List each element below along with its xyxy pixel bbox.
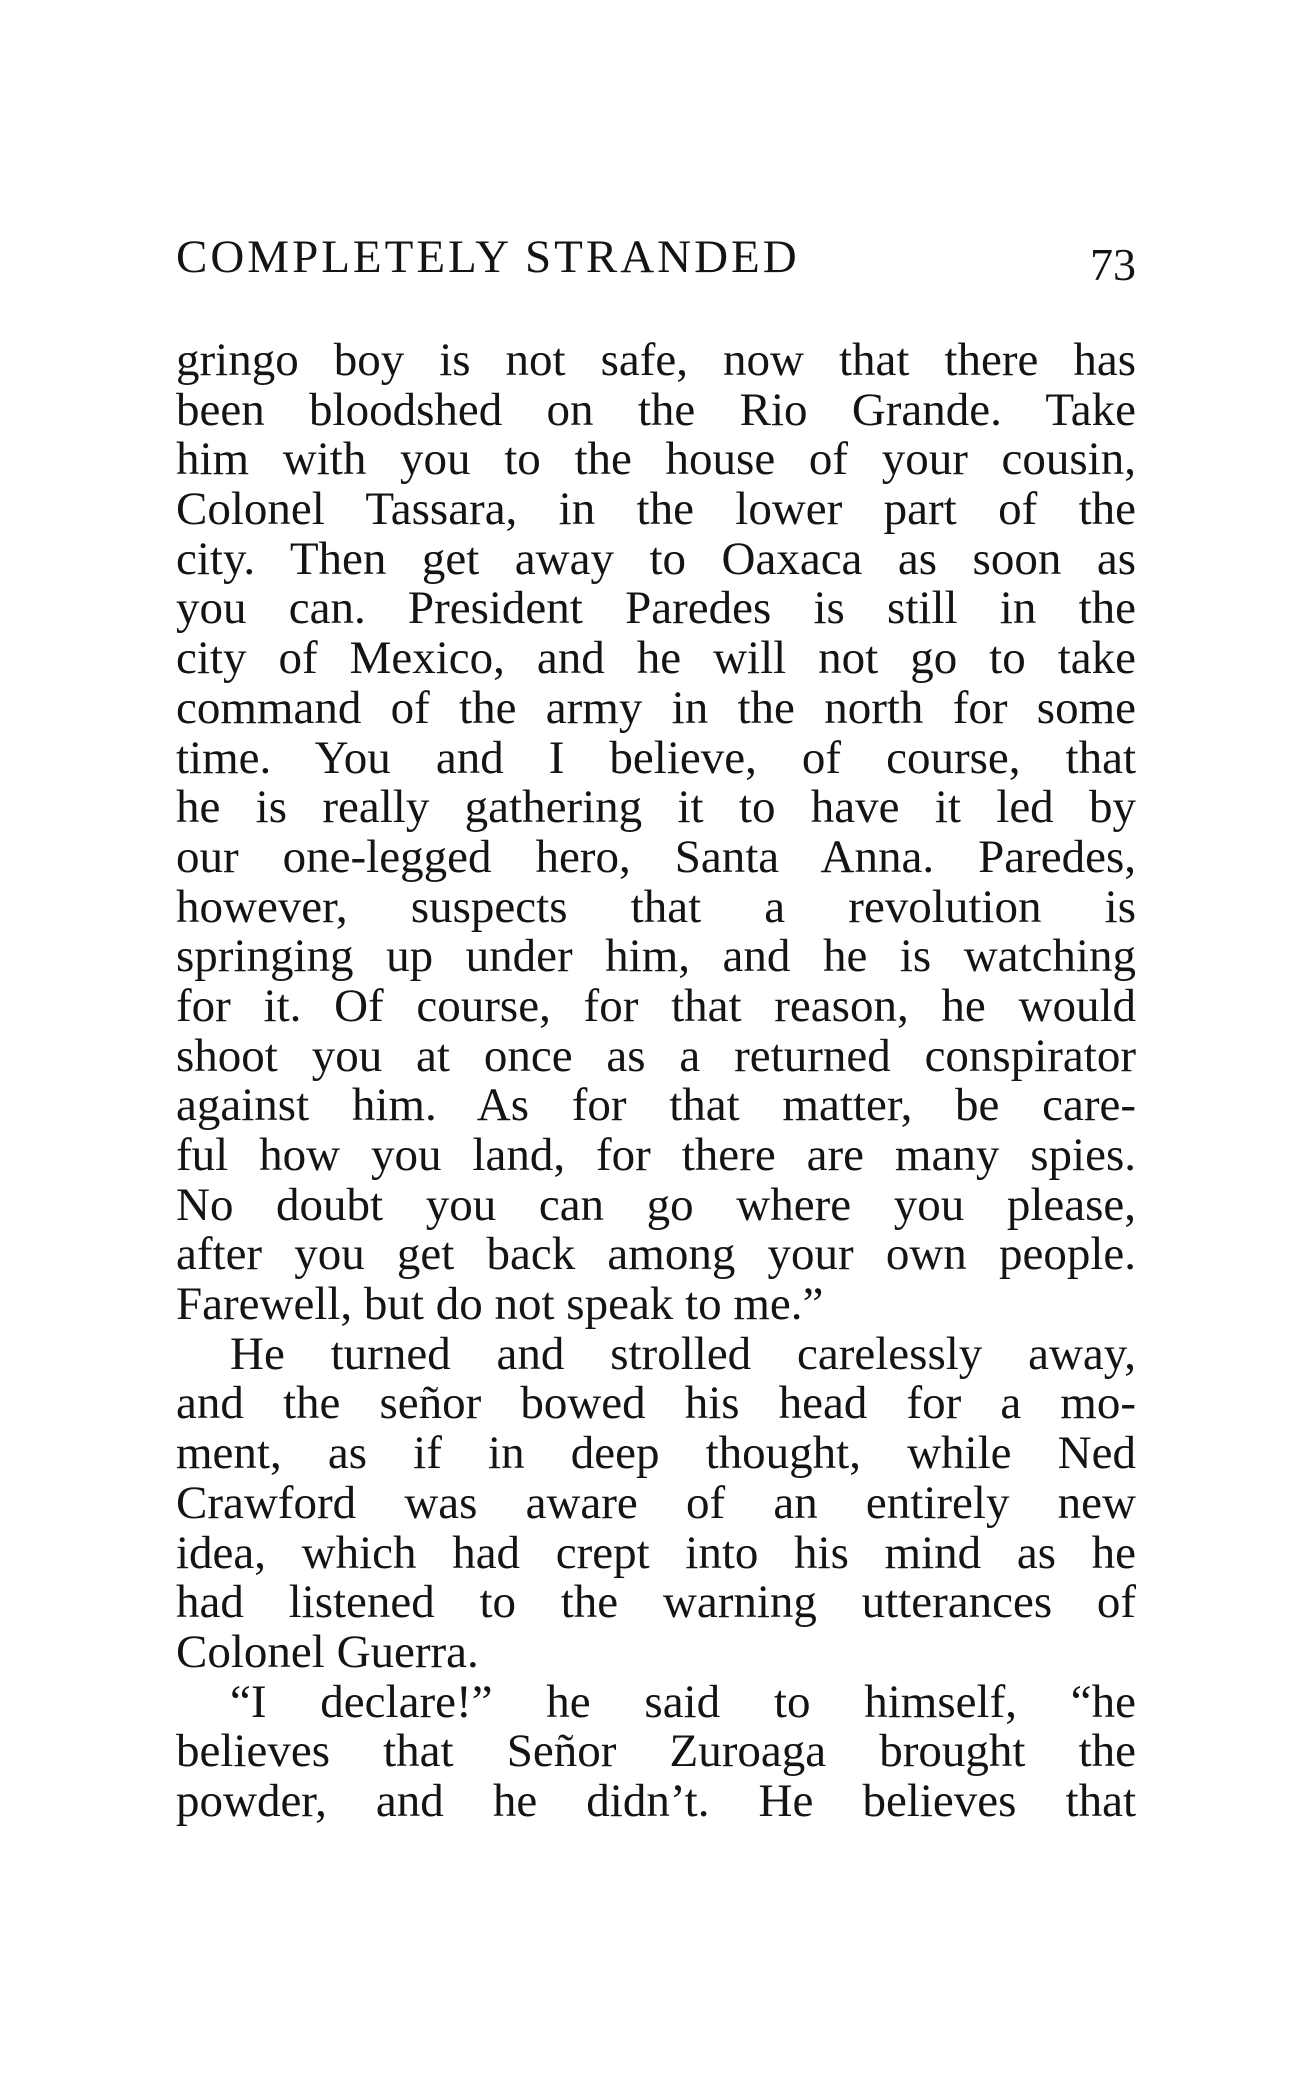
- text-line: time. You and I believe, of course, that: [176, 731, 1136, 784]
- text-line: him with you to the house of your cousin,: [176, 433, 1136, 486]
- text-line: against him. As for that matter, be care-: [176, 1079, 1136, 1132]
- text-line: had listened to the warning utterances of: [176, 1576, 1136, 1629]
- running-title: COMPLETELY STRANDED: [176, 231, 800, 283]
- text-line: Colonel Guerra.: [176, 1625, 479, 1678]
- text-line: and the señor bowed his head for a mo-: [176, 1377, 1136, 1430]
- text-line: city. Then get away to Oaxaca as soon as: [176, 532, 1136, 585]
- text-line: after you get back among your own people.: [176, 1228, 1136, 1281]
- text-line: our one-legged hero, Santa Anna. Paredes,: [176, 830, 1136, 883]
- page-number: 73: [1090, 239, 1136, 290]
- text-line: idea, which had crept into his mind as he: [176, 1526, 1136, 1579]
- text-line: Crawford was aware of an entirely new: [176, 1476, 1136, 1529]
- text-line: however, suspects that a revolution is: [176, 880, 1136, 933]
- text-line: He turned and strolled carelessly away,: [230, 1327, 1136, 1380]
- body-text: [176, 336, 1136, 1827]
- text-line: No doubt you can go where you please,: [176, 1178, 1136, 1231]
- text-line: Colonel Tassara, in the lower part of the: [176, 483, 1136, 536]
- text-line: ment, as if in deep thought, while Ned: [176, 1427, 1136, 1480]
- text-line: command of the army in the north for some: [176, 681, 1136, 734]
- text-line: gringo boy is not safe, now that there has: [176, 334, 1136, 386]
- text-line: springing up under him, and he is watching: [176, 930, 1136, 983]
- running-head: [176, 222, 1136, 292]
- text-line: Farewell, but do not speak to me.”: [176, 1278, 824, 1331]
- text-line: shoot you at once as a returned conspirator: [176, 1029, 1136, 1082]
- text-line: “I declare!” he said to himself, “he: [230, 1675, 1136, 1728]
- text-line: been bloodshed on the Rio Grande. Take: [176, 383, 1136, 436]
- text-line: city of Mexico, and he will not go to take: [176, 632, 1136, 685]
- text-line: you can. President Paredes is still in the: [176, 582, 1136, 635]
- text-line: powder, and he didn’t. He believes that: [176, 1774, 1136, 1827]
- text-line: for it. Of course, for that reason, he would: [176, 979, 1136, 1032]
- text-line: he is really gathering it to have it led by: [176, 781, 1136, 834]
- text-line: believes that Señor Zuroaga brought the: [176, 1725, 1136, 1778]
- text-line: ful how you land, for there are many spies.: [176, 1129, 1136, 1181]
